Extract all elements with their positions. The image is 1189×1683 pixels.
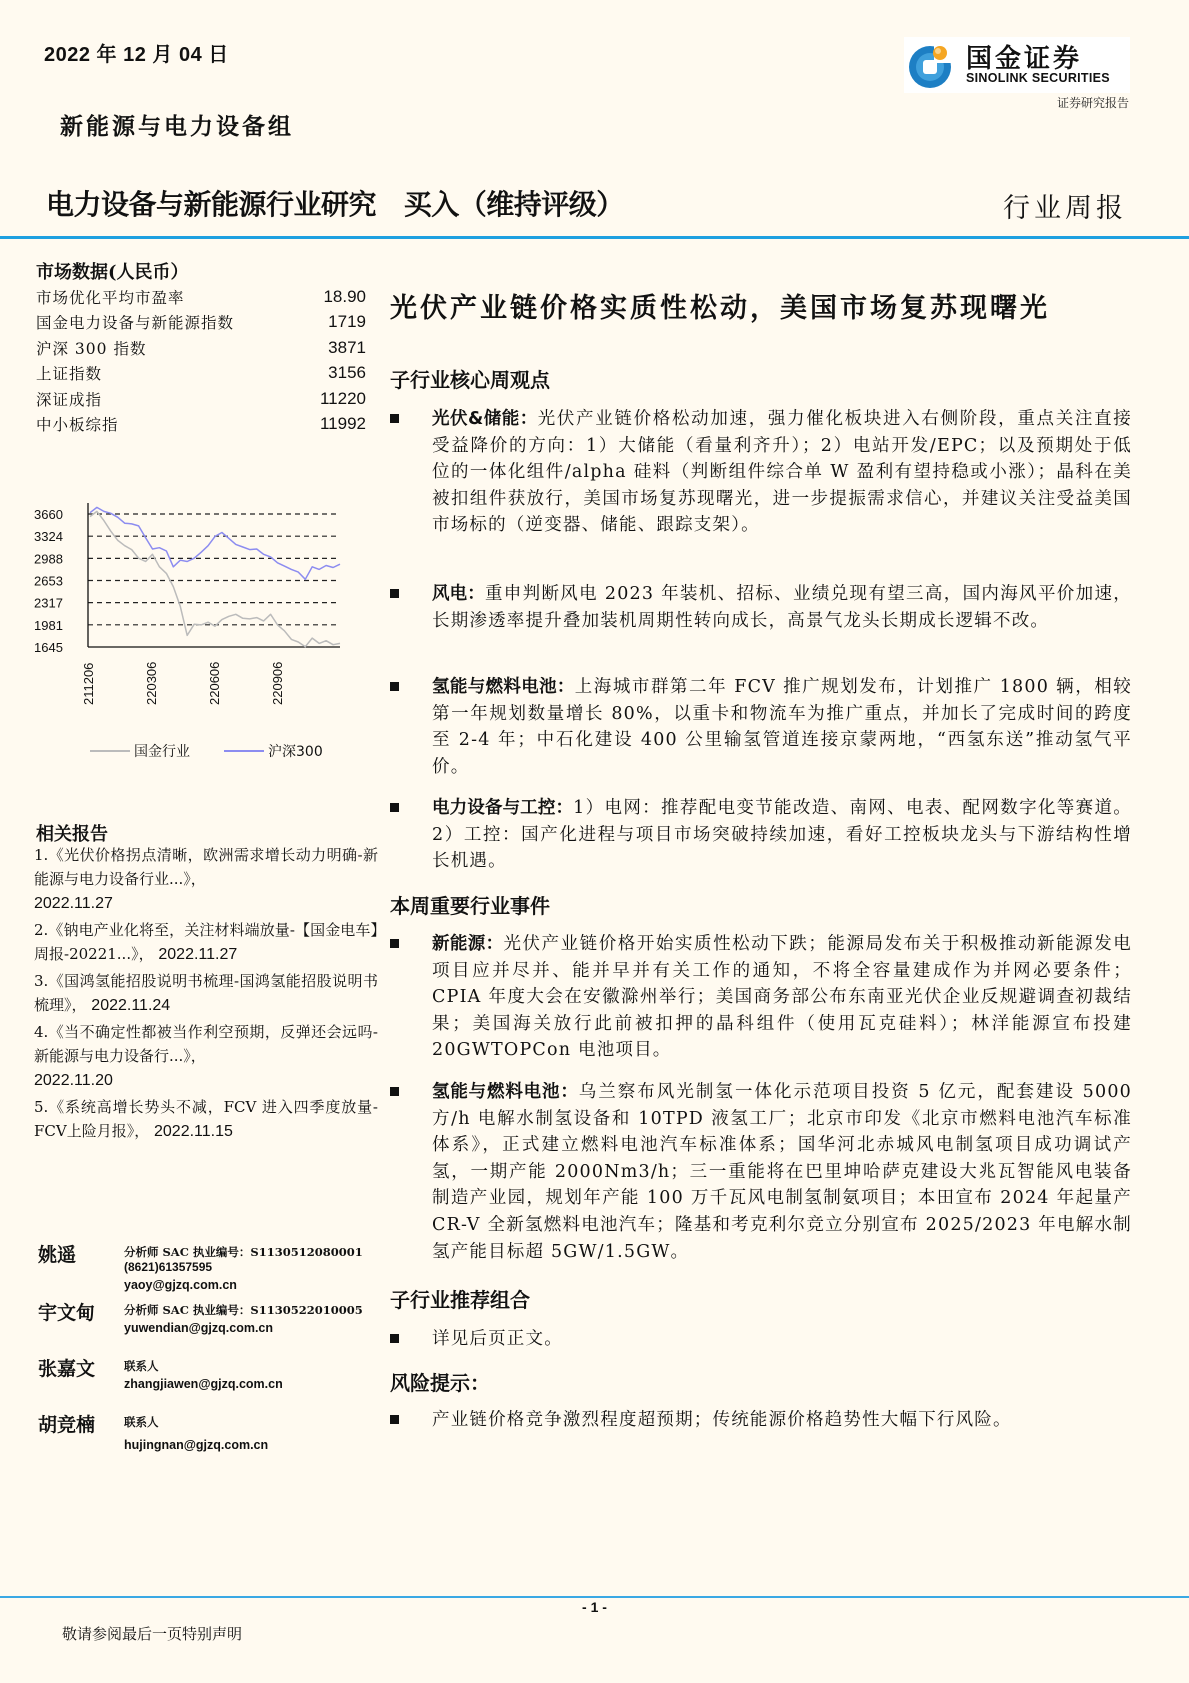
related-reports-list — [34, 843, 378, 1146]
report-type: 行业周报 — [1003, 193, 1127, 224]
y-tick-label: 1645 — [34, 640, 63, 655]
chart-legend — [90, 741, 323, 761]
bullet-label: 氢能与燃料电池： — [432, 1082, 579, 1102]
report-date: 2022 年 12 月 04 日 — [44, 44, 229, 66]
related-report-title[interactable]: 3.《国鸿氢能招股说明书梳理-国鸿氢能招股说明书梳理》， — [34, 972, 378, 1014]
market-data-label: 中小板综指 — [36, 416, 119, 435]
related-report-link[interactable] — [34, 918, 378, 967]
market-data-value: 18.90 — [323, 286, 366, 306]
header-divider — [0, 236, 1189, 239]
bullet-square-icon — [390, 1087, 399, 1096]
analyst-name: 姚遥 — [38, 1244, 77, 1266]
market-data-value: 3156 — [328, 363, 366, 383]
section-title-events: 本周重要行业事件 — [390, 894, 550, 918]
related-reports-title: 相关报告 — [36, 824, 108, 845]
bullet-label: 光伏&储能： — [432, 409, 538, 429]
bullet-text: 乌兰察布风光制氢一体化示范项目投资 5 亿元，配套建设 5000 方/h 电解水制氢设备和 10TPD 液氢工厂；北京市印发《北京市燃料电池汽车标准体系》，正式建立燃料电池汽车标准体系；国华河北赤城风电制氢项目成功调试产氢，一期产能 2000Nm3/h；三一重能将在巴里坤哈萨克建设大兆瓦智能风电装备制造产业园，规划年产能 100 万千瓦风电制氢制氨项目；本田宣布 2024 年起量产 CR-V 全新氢燃料电池汽车；隆基和考克利尔竞立分别宣布 2025/2023 年电解水制氢产能目标超 5GW/1.5GW。 — [432, 1082, 1132, 1262]
related-report-date: 2022.11.15 — [154, 1123, 233, 1140]
report-headline: 光伏产业链价格实质性松动，美国市场复苏现曙光 — [390, 293, 1050, 324]
logo-english-name: SINOLINK SECURITIES — [966, 71, 1110, 85]
analyst-name: 宇文甸 — [38, 1302, 96, 1324]
related-report-link[interactable] — [34, 969, 378, 1018]
analyst-role: 联系人 — [124, 1415, 159, 1429]
analyst-phone: (8621)61357595 — [124, 1260, 213, 1274]
section-title-risks: 风险提示： — [390, 1371, 490, 1395]
legend-swatch-blue — [224, 750, 264, 752]
index-trend-chart — [30, 495, 350, 725]
industry-index-line — [90, 511, 340, 646]
analyst-list — [38, 1240, 378, 1466]
research-group: 新能源与电力设备组 — [60, 113, 294, 140]
bullet-square-icon — [390, 414, 399, 423]
bullet-label: 电力设备与工控： — [432, 798, 574, 818]
logo-subtitle: 证券研究报告 — [1056, 96, 1129, 110]
sinolink-logo-icon — [906, 41, 954, 89]
market-data-label: 国金电力设备与新能源指数 — [36, 314, 235, 333]
y-tick-label: 3324 — [34, 529, 63, 545]
core-view-bullet — [390, 581, 1132, 634]
y-tick-label: 2317 — [34, 595, 63, 611]
related-report-title[interactable]: 2.《钠电产业化将至，关注材料端放量-【国金电车】周报-20221...》， — [34, 921, 378, 963]
related-report-title[interactable]: 1.《光伏价格拐点清晰，欧洲需求增长动力明确-新能源与电力设备行业...》， — [34, 846, 378, 888]
market-data-row — [36, 310, 366, 336]
market-data-row — [36, 386, 366, 412]
legend-label: 沪深300 — [268, 744, 323, 760]
bullet-text: 1）电网：推荐配电变节能改造、南网、电表、配网数字化等赛道。2）工控：国产化进程与项目市场突破持续加速，看好工控板块龙头与下游结构性增长机遇。 — [432, 798, 1133, 872]
portfolio-bullet — [390, 1326, 1132, 1353]
bullet-text: 详见后页正文。 — [432, 1329, 563, 1349]
related-report-date: 2022.11.27 — [158, 946, 238, 963]
section-title-portfolio: 子行业推荐组合 — [390, 1288, 530, 1312]
bullet-square-icon — [390, 1415, 399, 1424]
legend-item-hs300 — [224, 741, 323, 761]
bullet-square-icon — [390, 1334, 399, 1343]
related-report-date: 2022.11.24 — [91, 997, 171, 1014]
analyst-role: 联系人 — [124, 1359, 159, 1373]
analyst-email[interactable]: zhangjiawen@gjzq.com.cn — [124, 1377, 283, 1391]
analyst-name: 胡竞楠 — [38, 1414, 96, 1436]
y-tick-label: 2988 — [34, 551, 63, 567]
y-tick-label: 2653 — [34, 573, 63, 589]
market-data-value: 11220 — [319, 388, 366, 408]
y-tick-label: 1981 — [34, 617, 63, 633]
market-data-title: 市场数据(人民币） — [36, 262, 189, 283]
related-report-title[interactable]: 5.《系统高增长势头不减，FCV 进入四季度放量-FCV上险月报》， — [34, 1098, 378, 1140]
analyst-card — [38, 1298, 378, 1354]
x-tick-label: 220606 — [207, 661, 222, 705]
sinolink-logo — [904, 37, 1130, 93]
event-bullet — [390, 931, 1132, 1064]
market-data-value: 11992 — [319, 414, 366, 434]
related-report-link[interactable] — [34, 1095, 378, 1144]
related-report-title[interactable]: 4.《当不确定性都被当作利空预期，反弹还会远吗-新能源与电力设备行...》， — [34, 1023, 378, 1065]
market-data-value: 1719 — [328, 312, 366, 332]
legend-item-industry — [90, 741, 190, 761]
market-data-row — [36, 335, 366, 361]
related-report-link[interactable] — [34, 843, 378, 916]
core-view-bullet — [390, 406, 1132, 539]
x-tick-label: 211206 — [81, 662, 96, 705]
core-view-bullet — [390, 795, 1132, 875]
footer-disclaimer: 敬请参阅最后一页特别声明 — [62, 1625, 243, 1643]
analyst-card — [38, 1240, 378, 1298]
analyst-role: 分析师 SAC 执业编号：S1130522010005 — [124, 1303, 363, 1317]
industry-research-title: 电力设备与新能源行业研究 — [46, 188, 377, 221]
market-data-table — [36, 284, 366, 437]
bullet-label: 新能源： — [432, 934, 504, 954]
section-title-core-views: 子行业核心周观点 — [390, 368, 550, 392]
market-data-label: 沪深 300 指数 — [36, 339, 147, 358]
risk-bullet — [390, 1407, 1132, 1434]
x-tick-label: 220906 — [270, 661, 285, 705]
analyst-card — [38, 1410, 378, 1466]
report-title-bar — [46, 183, 624, 223]
rating-label: 买入（维持评级） — [403, 188, 624, 221]
x-tick-label: 220306 — [144, 661, 159, 705]
market-data-row — [36, 284, 366, 310]
core-view-bullet — [390, 674, 1132, 780]
bullet-text: 产业链价格竞争激烈程度超预期；传统能源价格趋势性大幅下行风险。 — [432, 1410, 1012, 1430]
bullet-square-icon — [390, 939, 399, 948]
market-data-label: 深证成指 — [36, 390, 103, 409]
analyst-email[interactable]: hujingnan@gjzq.com.cn — [124, 1438, 269, 1452]
analyst-name: 张嘉文 — [38, 1358, 96, 1380]
market-data-row — [36, 361, 366, 387]
hs300-index-line — [90, 507, 340, 579]
related-report-link[interactable] — [34, 1020, 378, 1093]
event-bullet — [390, 1079, 1132, 1265]
page-number: - 1 - — [582, 1599, 607, 1615]
bullet-square-icon — [390, 803, 399, 812]
bullet-text: 光伏产业链价格开始实质性松动下跌；能源局发布关于积极推动新能源发电项目应并尽并、能并早并有关工作的通知，不将全容量建成作为并网必要条件；CPIA 年度大会在安徽滁州举行；美国商务部公布东南亚光伏企业反规避调查初裁结果；美国海关放行此前被扣押的晶科组件（使用瓦克硅料）；林洋能源宣布投建 20GWTOPCon 电池项目。 — [432, 934, 1132, 1061]
market-data-value: 3871 — [328, 337, 366, 357]
market-data-label: 市场优化平均市盈率 — [36, 288, 185, 307]
footer-divider — [0, 1596, 1189, 1598]
analyst-email[interactable]: yuwendian@gjzq.com.cn — [124, 1321, 274, 1335]
bullet-text: 光伏产业链价格松动加速，强力催化板块进入右侧阶段，重点关注直接受益降价的方向：1）大储能（看量利齐升）；2）电站开发/EPC；以及预期处于低位的一体化组件/alpha 硅料（判断组件综合单 W 盈利有望持稳或小涨）；晶科在美被扣组件获放行，美国市场复苏现曙光，进一步提振需求信心，并建议关注受益美国市场标的（逆变器、储能、跟踪支架）。 — [432, 409, 1132, 536]
bullet-text: 上海城市群第二年 FCV 推广规划发布，计划推广 1800 辆，相较第一年规划数量增长 80%，以重卡和物流车为推广重点，并加长了完成时间的跨度至 2-4 年；中石化建设 400 公里输氢管道连接京蒙两地，“西氢东送”推动氢气平价。 — [432, 677, 1132, 777]
bullet-square-icon — [390, 682, 399, 691]
related-report-date: 2022.11.27 — [34, 895, 113, 912]
analyst-email[interactable]: yaoy@gjzq.com.cn — [124, 1278, 237, 1292]
analyst-role: 分析师 SAC 执业编号：S1130512080001 — [124, 1245, 363, 1259]
bullet-label: 氢能与燃料电池： — [432, 677, 575, 697]
market-data-label: 上证指数 — [36, 365, 103, 384]
bullet-label: 风电： — [432, 584, 485, 604]
y-tick-label: 3660 — [34, 507, 63, 522]
legend-label: 国金行业 — [134, 744, 190, 760]
legend-swatch-gray — [90, 750, 130, 752]
logo-chinese-name: 国金证券 — [966, 44, 1083, 74]
market-data-row — [36, 412, 366, 438]
related-report-date: 2022.11.20 — [34, 1072, 113, 1089]
bullet-text: 重申判断风电 2023 年装机、招标、业绩兑现有望三高，国内海风平价加速，长期渗透率提升叠加装机周期性转向成长，高景气龙头长期成长逻辑不改。 — [432, 584, 1133, 631]
bullet-square-icon — [390, 589, 399, 598]
analyst-card — [38, 1354, 378, 1410]
